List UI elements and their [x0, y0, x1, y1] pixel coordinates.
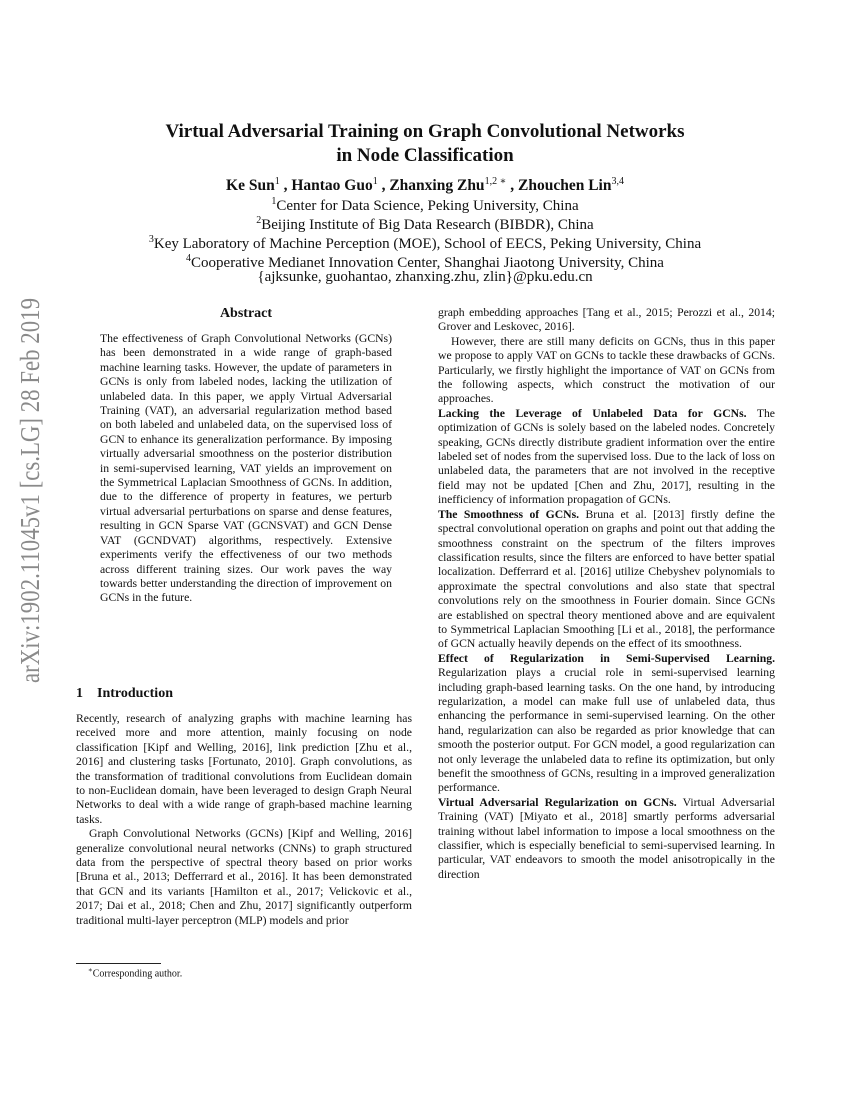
abstract-text: [100, 332, 392, 606]
affiliation: $^1$Center for Data Science, Peking University, China: [271, 196, 579, 214]
section-title: Introduction: [97, 686, 173, 701]
author-affil-mark: 1: [372, 176, 378, 187]
author-affil-mark: 1,2 ∗: [484, 176, 507, 187]
arxiv-identifier-stamp: [6, 295, 52, 685]
abstract-paragraph: The effectiveness of Graph Convolutional Networks (GCNs) has been demonstrated in a wide range of graph-based machine learning tasks. However, the update of parameters in GCNs is only from labeled nodes, lacking the utilization of unlabeled data. In this paper, we apply Virtual Adversarial Training (VAT), an adversarial regularization method based on both labeled and unlabeled data, on the supervised loss of GCN to enhance its generalization performance. By imposing virtually adversarial smoothness on the posterior distribution in semi-supervised learning, VAT yields an improvement on the Symmetrical Laplacian Smoothness of GCNs. In addition, due to the difference of property in features, we perturb virtual adversarial perturbations on sparse and dense features, resulting in GCN Sparse VAT (GCNSVAT) and GCN Dense VAT (GCNDVAT) algorithms, respectively. Extensive experiments verify the effectiveness of our two methods across different training sizes. Our work paves the way towards better understanding the direction of improvement on GCNs in the future.: [100, 332, 392, 605]
paragraph-regularization: Effect of Regularization in Semi-Supervised Learning. Regularization plays a crucial role in semi-supervised learning including graph-based learning tasks. On the one hand, by introducing regularization, a model can make full use of unlabeled data, thus enhancing the performance in semi-supervised learning. On the other hand, regularization can also be regarded as prior knowledge that can smooth the posterior output. For GCN model, a good regularization can not only leverage the unlabeled data to refine its optimization, but only benefit the smoothness of GCNs, resulting in a improved generalization performance.: [438, 651, 775, 795]
section-heading-introduction: [76, 686, 173, 702]
paragraph-heading: Lacking the Leverage of Unlabeled Data for GCNs.: [438, 406, 747, 420]
author-affil-mark: 3,4: [611, 176, 624, 187]
affiliation: $^3$Key Laboratory of Machine Perception (MOE), School of EECS, Peking University, China: [148, 234, 702, 252]
intro-paragraph-2: Graph Convolutional Networks (GCNs) [Kipf and Welling, 2016] generalize convolutional neural networks (CNNs) to graph structured data from the perspective of spectral theory based on prior works [Bruna et al., 2013; Defferrard et al., 2016]. It has been demonstrated that GCN and its variants [Hamilton et al., 2017; Velickovic et al., 2017; Dai et al., 2018; Chen and Zhu, 2017] significantly outperform traditional multi-layer perceptron (MLP) models and prior: [76, 827, 412, 927]
intro-paragraph-1: Recently, research of analyzing graphs with machine learning has received more and more attention, mainly focusing on node classification [Kipf and Welling, 2016], link prediction [Zhu et al., 2016] and clustering tasks [Fortunato, 2010]. Graph convolutions, as the transformation of traditional convolutions from Euclidean domain to non-Euclidean domain, have been leveraged to design Graph Neural Networks to deal with a wide range of graph-based machine learning tasks.: [76, 712, 412, 826]
author-name: Hantao Guo: [291, 177, 373, 195]
paragraph-heading: Effect of Regularization in Semi-Supervised Learning.: [438, 651, 775, 665]
abstract-heading: Abstract: [219, 306, 273, 321]
affiliation: $^4$Cooperative Medianet Innovation Center, Shanghai Jiaotong University, China: [186, 253, 664, 271]
arxiv-stamp-text: arXiv:1902.11045v1 [cs.LG] 28 Feb 2019: [15, 295, 45, 683]
paragraph-smoothness: The Smoothness of GCNs. Bruna et al. [2013] firstly define the spectral convolutional operation on graphs and point out that adding the smoothness constraint on the spectrum of the filters improves classification results, since the filters are enforced to have better spatial localization. Defferrard et al. [2016] utilize Chebyshev polynomials to approximate the spectral convolutions and also state that spectral convolutions rely on the smoothness in Fourier domain. Since GCNs are established on spectral theory mentioned above and are equivalent to Symmetrical Laplacian Smoothing [Li et al., 2018], the performance of GCN actually heavily depends on the effect of its smoothness.: [438, 507, 775, 651]
affiliation: $^2$Beijing Institute of Big Data Research (BIBDR), China: [256, 215, 594, 233]
author-name: Zhanxing Zhu: [389, 177, 485, 195]
intro-paragraph-2-continued: graph embedding approaches [Tang et al., 2015; Perozzi et al., 2014; Grover and Leskovec, 2016].: [438, 306, 775, 334]
author-email: {ajksunke, guohantao, zhanxing.zhu, zlin}@pku.edu.cn: [257, 269, 593, 285]
paragraph-virtual-adversarial: Virtual Adversarial Regularization on GCNs. Virtual Adversarial Training (VAT) [Miyato et al., 2018] smartly performs adversarial training without label information to impose a local smoothness on the classifier, which is especially beneficial to semi-supervised learning. In particular, VAT endeavors to smooth the model anisotropically in the direction: [438, 795, 775, 881]
right-column-body: [438, 306, 775, 882]
intro-paragraph-3: However, there are still many deficits on GCNs, thus in this paper we propose to apply VAT on GCNs to tackle these drawbacks of GCNs. Particularly, we firstly highlight the importance of VAT on GCNs from the following aspects, which construct the motivation of our approaches.: [438, 334, 775, 406]
footnote: ∗Corresponding author.: [88, 966, 183, 980]
paragraph-heading: Virtual Adversarial Regularization on GCNs.: [438, 795, 677, 809]
paragraph-lacking-unlabeled-data: Lacking the Leverage of Unlabeled Data for GCNs. The optimization of GCNs is solely based on the labeled nodes. Concretely speaking, GCNs directly distribute gradient information over the entire labeled set of nodes from the supervised loss. Due to the lack of loss on unlabeled data, the parameters that are not involved in the receptive field may not be updated [Chen and Zhu, 2017], resulting in the inefficiency of information propagation of GCNs.: [438, 406, 775, 507]
author-list: Ke Sun$^1$ , Hantao Guo$^1$ , Zhanxing Zhu$^{1,2 ∗}$ , Zhouchen Lin$^{3,4}$: [226, 176, 624, 195]
section-number: 1: [76, 686, 83, 701]
footnote-rule: [76, 963, 161, 964]
left-column-body: [76, 712, 412, 928]
paper-title-line-1: Virtual Adversarial Training on Graph Convolutional Networks: [165, 121, 685, 142]
author-name: Zhouchen Lin: [517, 177, 612, 195]
author-affil-mark: 1: [274, 176, 280, 187]
author-name: Ke Sun: [226, 177, 275, 195]
paragraph-heading: The Smoothness of GCNs.: [438, 507, 580, 521]
paper-title-line-2: in Node Classification: [336, 145, 514, 166]
